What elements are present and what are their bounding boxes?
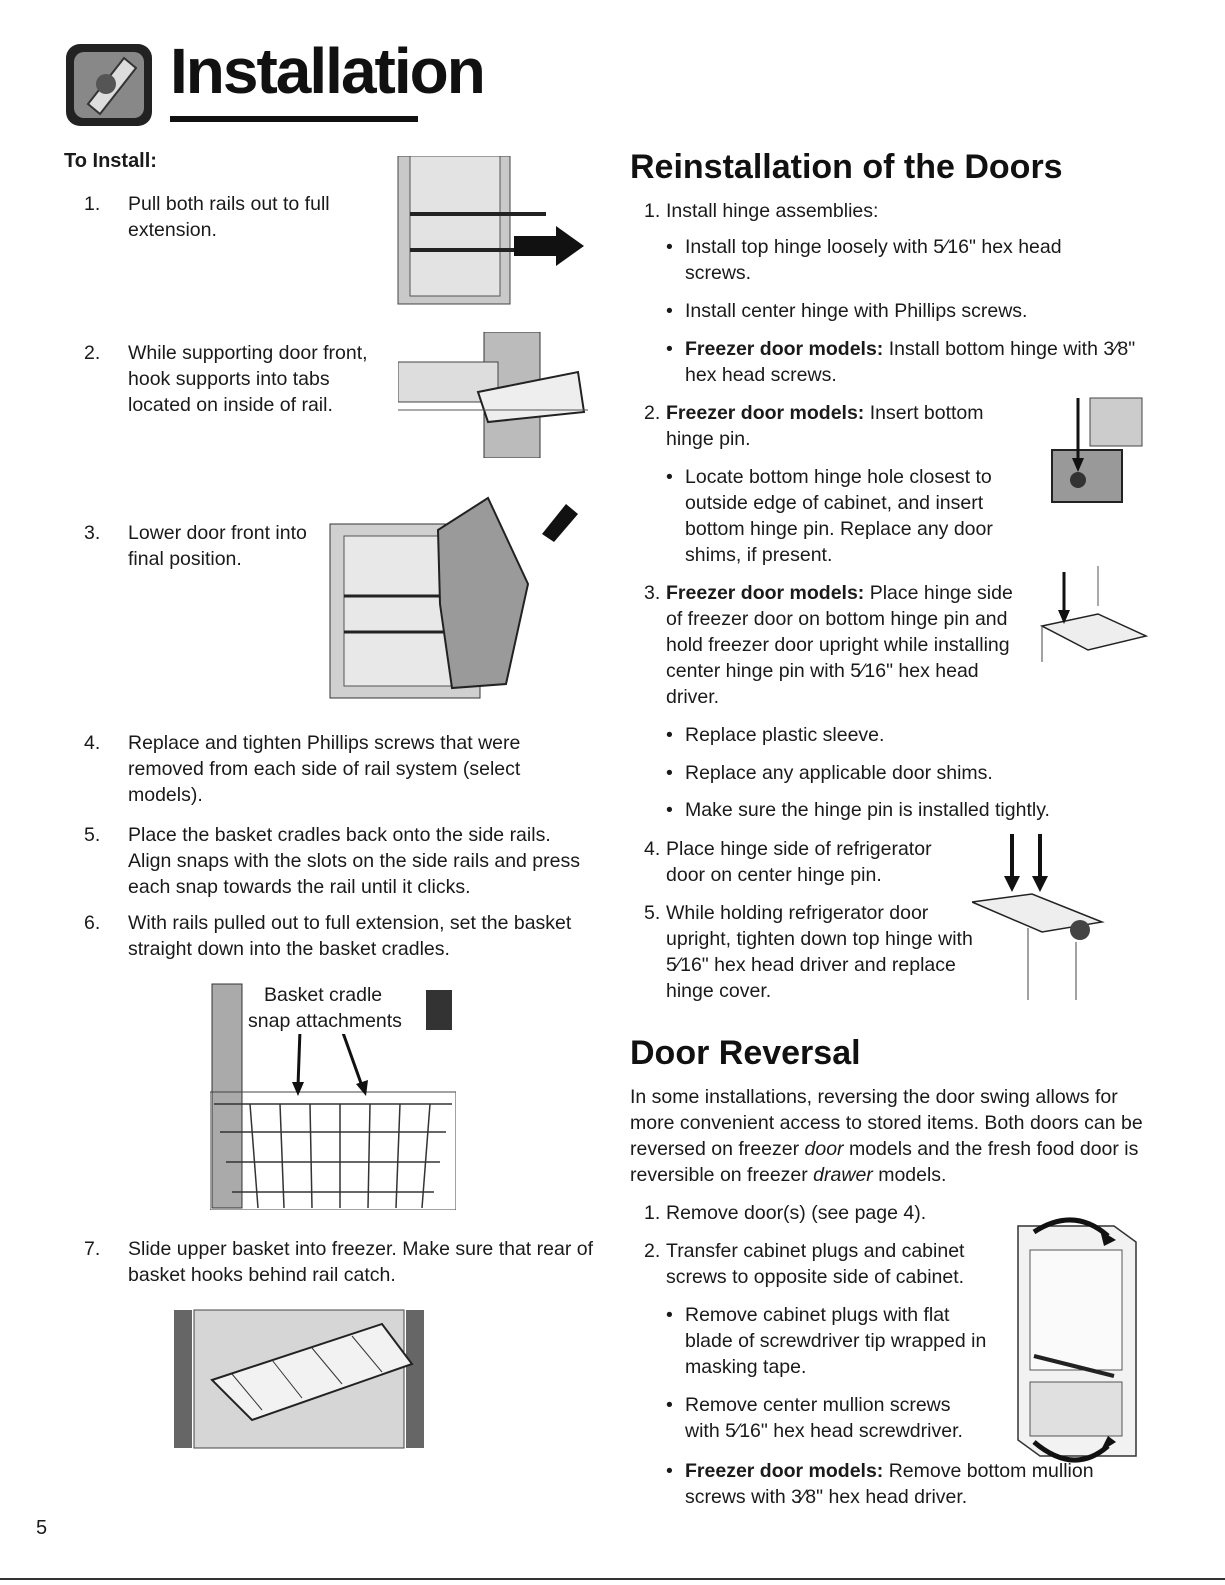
step-number: 6. [84,912,101,934]
para-text-b: models and the fresh food door is reversible on freezer [630,1138,1139,1186]
install-step-1 [84,191,364,243]
step-text: With rails pulled out to full extension, set the basket straight down into the basket cradles. [128,912,572,960]
reinstall-step-1 [644,198,1124,224]
bullet-dot: • [666,300,673,322]
bullet-rest: Install bottom hinge with 3⁄8" hex head screws. [685,338,1136,386]
step-text: Install hinge assemblies: [666,200,879,222]
bullet-dot: • [666,1304,673,1326]
bullet-dot: • [666,762,673,784]
step-number: 1. [644,1202,661,1224]
reversal-step-2 [644,1238,994,1290]
title-underline [170,116,418,122]
install-step-7 [84,1236,594,1288]
bullet-dot: • [666,724,673,746]
basket-callout-line2: snap attachments [248,1010,402,1032]
bullet-dot: • [666,799,673,821]
bottom-hinge-illustration [1030,394,1146,518]
reinstallation-heading: Reinstallation of the Doors [630,148,1063,186]
step-number: 4. [84,732,101,754]
step-text: Place hinge side of refrigerator door on center hinge pin. [666,838,932,886]
bold-label: Freezer door models: [685,338,884,360]
cabinet-reversal-illustration [1004,1206,1140,1476]
bullet-dot: • [666,466,673,488]
page-number: 5 [36,1517,48,1539]
step-number: 2. [84,342,101,364]
bullet-rest: Remove bottom mullion screws with 3⁄8" hex head driver. [685,1460,1094,1508]
reinstall-bullet-3 [666,336,1146,388]
reinstall-bullet-2 [666,298,1126,324]
bullet-text: Install top hinge loosely with 5⁄16" hex head screws. [685,236,1062,284]
para-text-c: models. [872,1164,947,1186]
reversal-bullet-1 [666,1302,996,1380]
bullet-text: Remove center mullion screws with 5⁄16" hex head screwdriver. [685,1394,963,1442]
step-number: 3. [644,582,661,604]
bullet-text: Remove cabinet plugs with flat blade of screwdriver tip wrapped in masking tape. [685,1304,987,1378]
bullet-text: Install center hinge with Phillips screws. [685,300,1028,322]
basket-callout-line1: Basket cradle [264,984,383,1006]
step-text: Remove door(s) (see page 4). [666,1202,927,1224]
footer-divider [0,1578,1225,1580]
freezer-door-hinge-illustration [1038,566,1150,666]
reinstall-step3-bullet-2 [666,760,1066,786]
hook-supports-illustration [398,332,588,458]
step-text: While supporting door front, hook supports into tabs located on inside of rail. [128,342,368,416]
bullet-dot: • [666,236,673,258]
door-reversal-paragraph [630,1084,1150,1188]
rails-extended-illustration [396,156,586,306]
to-install-heading: To Install: [64,150,157,172]
bold-label: Freezer door models: [666,582,865,604]
step-number: 5. [84,824,101,846]
step-text: Transfer cabinet plugs and cabinet screws to opposite side of cabinet. [666,1240,965,1288]
step-text: While holding refrigerator door upright, tighten down top hinge with 5⁄16" hex head driver and replace hinge cover. [666,902,973,1002]
reinstall-step3-bullet-1 [666,722,1066,748]
reinstall-step-2 [644,400,1024,452]
reinstall-step-5 [644,900,974,1004]
step-number: 7. [84,1238,101,1260]
reinstall-step2-bullet [666,464,1026,568]
step-number: 2. [644,1240,661,1262]
para-italic-drawer: drawer [813,1164,873,1186]
bullet-dot: • [666,338,673,360]
bullet-dot: • [666,1460,673,1482]
step-rest: Place hinge side of freezer door on bottom hinge pin and hold freezer door upright while installing center hinge pin with 5⁄16" hex head driver. [666,582,1013,708]
reinstall-step-4 [644,836,974,888]
step-number: 2. [644,402,661,424]
bullet-dot: • [666,1394,673,1416]
bullet-text: Replace any applicable door shims. [685,762,993,784]
step-number: 1. [84,193,101,215]
step-text: Slide upper basket into freezer. Make sure that rear of basket hooks behind rail catch. [128,1238,594,1286]
reversal-bullet-2 [666,1392,986,1444]
para-italic-door: door [804,1138,844,1160]
step-text: Pull both rails out to full extension. [128,193,330,241]
install-step-2 [84,340,384,418]
upper-basket-illustration [172,1290,428,1450]
step-rest: Insert bottom hinge pin. [666,402,984,450]
install-step-3 [84,520,324,572]
reversal-step-1 [644,1200,984,1226]
step-number: 4. [644,838,661,860]
center-hinge-illustration [972,832,1124,1002]
bold-label: Freezer door models: [685,1460,884,1482]
reinstall-step-3 [644,580,1024,710]
tools-icon [66,44,152,126]
reinstall-bullet-1 [666,234,1086,286]
install-step-4 [84,730,584,808]
step-number: 1. [644,200,661,222]
para-text-a: In some installations, reversing the door swing allows for more convenient access to stored items. Both doors can be reversed on freezer [630,1086,1143,1160]
bullet-text: Replace plastic sleeve. [685,724,885,746]
bullet-text: Make sure the hinge pin is installed tightly. [685,799,1050,821]
reinstall-step3-bullet-3 [666,797,1126,823]
install-step-6 [84,910,584,962]
bullet-text [685,336,1146,388]
install-step-5 [84,822,584,900]
step-number: 3. [84,522,101,544]
bullet-text: Locate bottom hinge hole closest to outside edge of cabinet, and insert bottom hinge pin. Replace any door shims, if present. [685,466,993,566]
step-text: Lower door front into final position. [128,522,307,570]
lower-door-illustration [328,484,584,700]
step-text: Place the basket cradles back onto the side rails. Align snaps with the slots on the side rails and press each snap towards the rail until it clicks. [128,824,580,898]
step-text: Replace and tighten Phillips screws that were removed from each side of rail system (select models). [128,732,521,806]
page-title: Installation [170,35,484,107]
step-number: 5. [644,902,661,924]
bold-label: Freezer door models: [666,402,865,424]
door-reversal-heading: Door Reversal [630,1034,861,1072]
